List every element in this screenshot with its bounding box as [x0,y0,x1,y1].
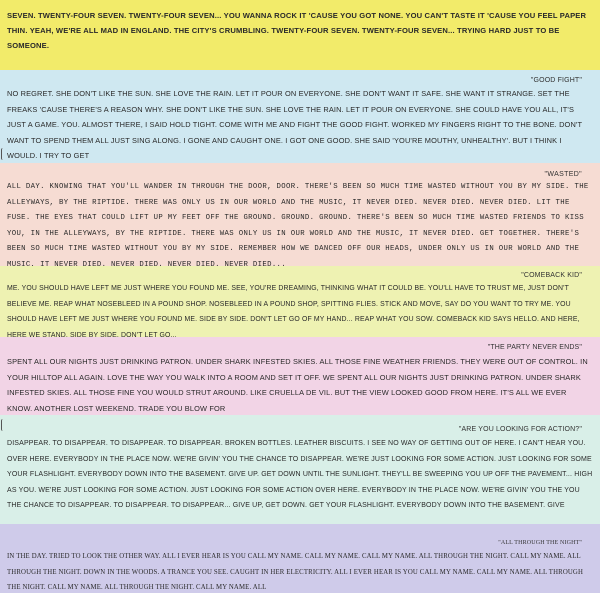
song-title: "COMEBACK KID" [521,272,582,279]
lyrics-band-comeback-kid [0,266,600,337]
song-title: "GOOD FIGHT" [530,77,582,84]
lyrics-text: SPENT ALL OUR NIGHTS JUST DRINKING PATRON. UNDER SHARK INFESTED SKIES. ALL THOSE FINE WEATHER FRIENDS. THEY WERE OUT OF CONTROL. IN YOUR HILLTOP ALL AGAIN. LOVE THE WAY YOU WALK INTO A ROOM AND SET IT OFF. WE SPENT ALL OUR NIGHTS JUST DRINKING PATRON. UNDER SHARK INFESTED SKIES. ALL THOSE FINE YOU WOULD STRUT AROUND. LIKE CRUELLA DE VIL. BUT THE VIEW LOOKED GOOD FROM HERE. IT'S ALL WE EVER KNOW. ANOTHER LOST WEEKEND. TRADE YOU BLOW FOR [7,357,588,413]
lyrics-band-all-through-the-night [0,524,600,593]
lyrics-text: ALL DAY. KNOWING THAT YOU'LL WANDER IN THROUGH THE DOOR, DOOR. THERE'S BEEN SO MUCH TIME WASTED WITHOUT YOU BY MY SIDE. THE ALLEYWAYS, BY THE RIPTIDE. THERE WAS ONLY US IN OUR WORLD AND THE MUSIC, IT NEVER DIED. NEVER DIED. NEVER DIED. LIT THE FUSE. THE EYES THAT COULD LIFT UP MY FEET OFF THE GROUND. GROUND. GROUND. THERE'S BEEN SO MUCH TIME WASTED FRIENDS TO KISS YOU, IN THE ALLEYWAYS, BY THE RIPTIDE. THERE WAS ONLY US IN OUR WORLD AND THE MUSIC, IT NEVER DIED. GET TOGETHER. THERE'S BEEN SO MUCH TIME WASTED WITHOUT YOU BY MY SIDE. REMEMBER HOW WE DANCED OFF OUR HEADS, UNDER ONLY US IN OUR WORLD AND THE MUSIC, IT NEVER DIED. NEVER DIED. NEVER DIED. NEVER DIED... [7,183,589,266]
lyrics-text: ME. YOU SHOULD HAVE LEFT ME JUST WHERE YOU FOUND ME. SEE, YOU'RE DREAMING, THINKING WHAT IT COULD BE. YOU'LL HAVE TO TRUST ME, JUST DON'T BELIEVE ME. REAP WHAT NOSEBLEED IN A POUND SHOP. NOSEBLEED IN A POUND SHOP, SPITTING FLIES. STICK AND MOVE, SAY DO YOU WANT TO TRY ME. YOU SHOULD HAVE LEFT ME JUST WHERE YOU FOUND ME. SIDE BY SIDE. DON'T LET GO OF MY HAND... REAP WHAT YOU SOW. COMEBACK KID SAYS HELLO. AND HERE, HERE WE STAND. SIDE BY SIDE. DON'T LET GO... [7,285,580,337]
lyrics-band-party-never-ends [0,337,600,415]
song-title: "WASTED" [544,171,582,178]
lyrics-text: IN THE DAY. TRIED TO LOOK THE OTHER WAY. ALL I EVER HEAR IS YOU CALL MY NAME. CALL MY NAME. CALL MY NAME. ALL THROUGH THE NIGHT. CALL MY NAME. ALL THROUGH THE NIGHT. DOWN IN THE WOODS. A TRANCE YOU SEE. CAUGHT IN HER ELECTRICITY. ALL I EVER HEAR IS YOU CALL MY NAME. CALL MY NAME. ALL THROUGH THE NIGHT. CALL MY NAME. ALL THROUGH THE NIGHT. CALL MY NAME. ALL [7,553,584,592]
margin-mark-icon [1,148,5,160]
lyrics-band-24-7 [0,0,600,70]
lyrics-text: DISAPPEAR. TO DISAPPEAR. TO DISAPPEAR. TO DISAPPEAR. BROKEN BOTTLES. LEATHER BISCUITS. I SEE NO WAY OF GETTING OUT OF HERE. I CAN'T HEAR YOU. OVER HERE. EVERYBODY IN THE PLACE NOW. WE'RE GIVIN' YOU THE CHANCE TO DISAPPEAR. WE'RE JUST LOOKING FOR SOME ACTION. JUST LOOKING FOR SOME YOUR FLASHLIGHT. EVERYBODY DOWN INTO THE BASEMENT. GIVE UP. GET DOWN UNTIL THE SUNLIGHT. THEY'LL BE SWEEPING YOU UP OFF THE PAVEMENT... HIGH AS YOU. WE'RE JUST LOOKING FOR SOME ACTION. JUST LOOKING FOR SOME ACTION OVER HERE. EVERYBODY IN THE PLACE NOW. WE'RE GIVIN' YOU THE YOU THE CHANCE TO DISAPPEAR. TO DISAPPEAR. TO DISAPPEAR... GIVE UP, GET DOWN. GET YOUR FLASHLIGHT. EVERYBODY DOWN INTO THE BASEMENT. GIVE [7,440,593,510]
lyrics-band-looking-for-action [0,415,600,524]
song-title: "THE PARTY NEVER ENDS" [487,344,582,351]
song-title: "ALL THROUGH THE NIGHT" [498,540,582,546]
margin-mark-icon [1,419,5,431]
lyrics-band-wasted [0,163,600,266]
lyrics-text: NO REGRET. SHE DON'T LIKE THE SUN. SHE LOVE THE RAIN. LET IT POUR ON EVERYONE. SHE DON'T WANT IT SAFE. SHE WANT IT STRANGE. SET THE FREAKS 'CAUSE THERE'S A REASON WHY. SHE DON'T LIKE THE SUN. SHE LOVE THE RAIN. LET IT POUR ON EVERYONE. SHE COULD HAVE YOU ALL, IT'S JUST A GAME. YOU. ALMOST THERE, I SAID HOLD TIGHT. COME WITH ME AND FIGHT THE GOOD FIGHT. WORKED MY FINGERS RIGHT TO THE BONE. DON'T WANT TO SPEND THEM ALL JUST SING ALONG. I GONE AND CAUGHT ONE. I GOT ONE GOOD. SHE SAID 'YOU'RE MOUTHY, UNHEALTHY'. BUT I THINK I WOULD. I TRY TO GET [7,89,583,161]
lyrics-text: SEVEN. TWENTY-FOUR SEVEN. TWENTY-FOUR SEVEN... YOU WANNA ROCK IT 'CAUSE YOU GOT NONE. YOU CAN'T TASTE IT 'CAUSE YOU FEEL PAPER THIN. YEAH, WE'RE ALL MAD IN ENGLAND. THE CITY'S CRUMBLING. TWENTY-FOUR SEVEN. TWENTY-FOUR SEVEN... TRYING HARD JUST TO BE SOMEONE. [7,11,587,50]
lyrics-band-good-fight [0,70,600,163]
song-title: "ARE YOU LOOKING FOR ACTION?" [458,426,582,433]
